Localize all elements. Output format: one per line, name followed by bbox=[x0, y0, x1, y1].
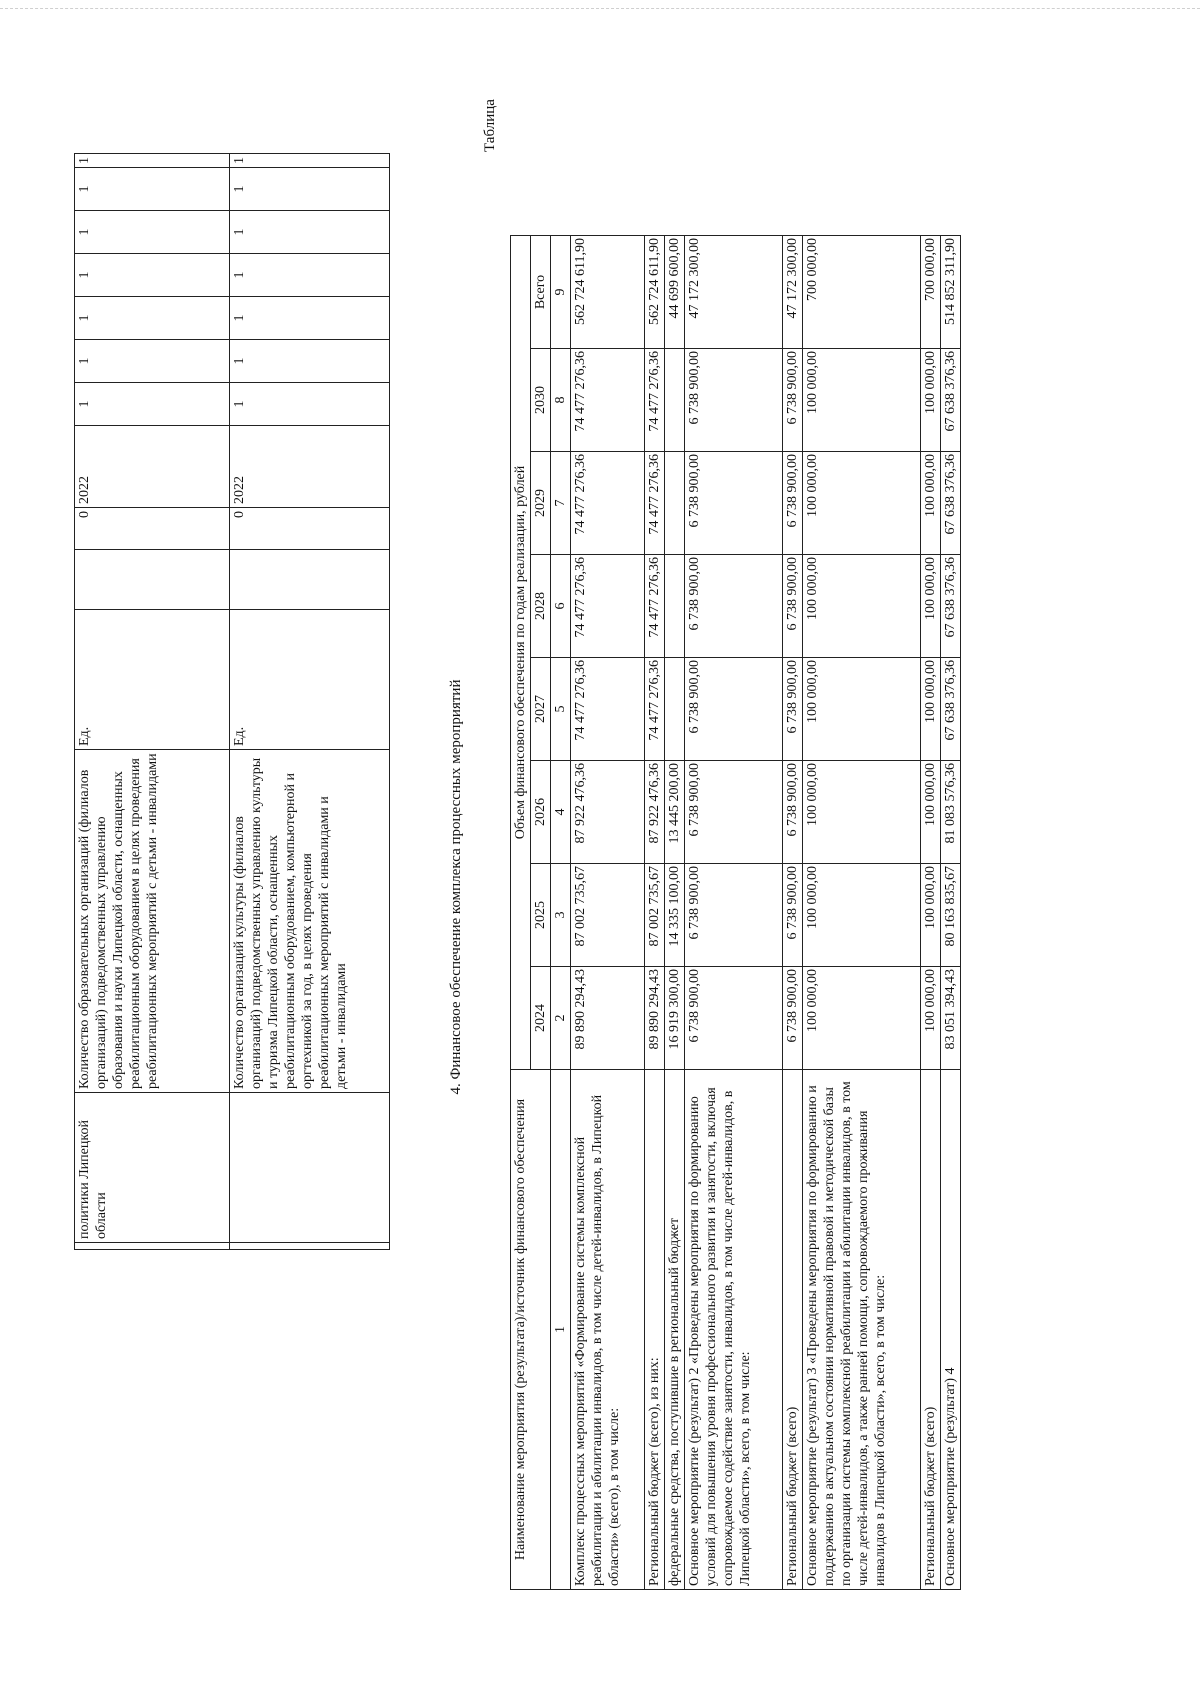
target-value-cell: 1 bbox=[75, 154, 230, 168]
target-value-cell: 1 bbox=[75, 297, 230, 340]
year-header: 2027 bbox=[531, 658, 551, 761]
column-number: 7 bbox=[551, 452, 571, 555]
amount-cell: 6 738 900,00 bbox=[783, 349, 803, 452]
target-value-cell: 1 bbox=[75, 211, 230, 254]
target-value-cell: 1 bbox=[230, 340, 390, 383]
target-value-cell: 1 bbox=[230, 168, 390, 211]
column-number: 9 bbox=[551, 236, 571, 349]
row-name-cell: Региональный бюджет (всего) bbox=[921, 1070, 941, 1590]
row-name-cell: Основное мероприятие (результат) 2 «Проведены мероприятия по формированию условий для повышения уровня профессионального развития и занятости, включая сопровождаемое содействие занятости, инвалидов, в том числе детей-инвалидов, в Липецкой области», всего, в том числе: bbox=[685, 1070, 783, 1590]
amount-cell: 74 477 276,36 bbox=[645, 452, 665, 555]
target-value-cell: 1 bbox=[75, 340, 230, 383]
amount-cell: 83 051 394,43 bbox=[941, 967, 961, 1070]
amount-cell: 100 000,00 bbox=[803, 349, 921, 452]
amount-cell: 100 000,00 bbox=[921, 864, 941, 967]
amount-cell: 6 738 900,00 bbox=[685, 761, 783, 864]
indicator-row bbox=[230, 154, 390, 1250]
amount-cell: 6 738 900,00 bbox=[783, 864, 803, 967]
header-group: Объем финансового обеспечения по годам реализации, рублей bbox=[511, 236, 531, 1070]
row-name-cell: Основное мероприятие (результат) 3 «Проведены мероприятия по формированию и поддержанию в актуальном состоянии нормативной правовой и методической базы по организации системы комплексной реабилитации и абилитации инвалидов, в том числе детей-инвалидов, а также ранней помощи, сопровождаемого проживания инвалидов в Липецкой области», всего, в том числе: bbox=[803, 1070, 921, 1590]
financing-row bbox=[921, 236, 941, 1590]
target-value-cell: 1 bbox=[75, 168, 230, 211]
unit-cell: Ед. bbox=[230, 610, 390, 750]
financing-row bbox=[645, 236, 665, 1590]
amount-cell: 562 724 611,90 bbox=[645, 236, 665, 349]
amount-cell: 6 738 900,00 bbox=[685, 967, 783, 1070]
row-name-cell: Региональный бюджет (всего), из них: bbox=[645, 1070, 665, 1590]
financing-row bbox=[803, 236, 921, 1590]
header-name: Наименование мероприятия (результата)/источник финансового обеспечения bbox=[511, 1070, 551, 1590]
amount-cell: 100 000,00 bbox=[803, 761, 921, 864]
row-name-cell: федеральные средства, поступившие в региональный бюджет bbox=[665, 1070, 685, 1590]
amount-cell: 700 000,00 bbox=[921, 236, 941, 349]
amount-cell: 81 083 576,36 bbox=[941, 761, 961, 864]
amount-cell: 74 477 276,36 bbox=[645, 658, 665, 761]
column-numbers-row bbox=[551, 236, 571, 1590]
target-value-cell: 1 bbox=[75, 383, 230, 426]
amount-cell: 514 852 311,90 bbox=[941, 236, 961, 349]
unit-cell: Ед. bbox=[75, 610, 230, 750]
year-header: 2025 bbox=[531, 864, 551, 967]
amount-cell: 87 922 476,36 bbox=[571, 761, 645, 864]
amount-cell: 14 335 100,00 bbox=[665, 864, 685, 967]
amount-cell: 100 000,00 bbox=[921, 761, 941, 864]
amount-cell bbox=[665, 452, 685, 555]
amount-cell: 16 919 300,00 bbox=[665, 967, 685, 1070]
amount-cell bbox=[665, 555, 685, 658]
amount-cell: 47 172 300,00 bbox=[685, 236, 783, 349]
target-value-cell: 1 bbox=[230, 211, 390, 254]
amount-cell: 74 477 276,36 bbox=[571, 555, 645, 658]
target-value-cell: 1 bbox=[230, 154, 390, 168]
amount-cell: 100 000,00 bbox=[921, 658, 941, 761]
amount-cell: 6 738 900,00 bbox=[783, 452, 803, 555]
financing-row bbox=[685, 236, 783, 1590]
amount-cell: 6 738 900,00 bbox=[685, 555, 783, 658]
amount-cell: 100 000,00 bbox=[803, 864, 921, 967]
target-value-cell: 1 bbox=[75, 254, 230, 297]
year-header: 2026 bbox=[531, 761, 551, 864]
year-header: 2030 bbox=[531, 349, 551, 452]
responsible-cell: политики Липецкой области bbox=[75, 1093, 230, 1243]
amount-cell: 74 477 276,36 bbox=[571, 349, 645, 452]
responsible-cell bbox=[230, 1093, 390, 1243]
amount-cell: 67 638 376,36 bbox=[941, 452, 961, 555]
indicator-name-cell: Количество образовательных организаций (филиалов организаций) подведомственных управлению образования и науки Липецкой области, оснащенных реабилитационным оборудованием в целях проведения реабилитационных мероприятий с детьми - инвалидами bbox=[75, 750, 230, 1093]
amount-cell bbox=[665, 658, 685, 761]
amount-cell bbox=[665, 349, 685, 452]
amount-cell: 6 738 900,00 bbox=[783, 967, 803, 1070]
amount-cell: 67 638 376,36 bbox=[941, 555, 961, 658]
amount-cell: 89 890 294,43 bbox=[571, 967, 645, 1070]
amount-cell: 100 000,00 bbox=[921, 349, 941, 452]
column-number: 6 bbox=[551, 555, 571, 658]
table-label: Таблица bbox=[482, 99, 498, 152]
column-number: 4 bbox=[551, 761, 571, 864]
empty-cell bbox=[230, 550, 390, 610]
column-number: 3 bbox=[551, 864, 571, 967]
amount-cell: 74 477 276,36 bbox=[571, 658, 645, 761]
financing-row bbox=[571, 236, 645, 1590]
amount-cell: 89 890 294,43 bbox=[645, 967, 665, 1070]
amount-cell: 80 163 835,67 bbox=[941, 864, 961, 967]
financing-table bbox=[510, 235, 961, 1590]
amount-cell: 100 000,00 bbox=[921, 452, 941, 555]
amount-cell: 74 477 276,36 bbox=[645, 555, 665, 658]
base-year-cell: 2022 bbox=[75, 426, 230, 508]
amount-cell: 6 738 900,00 bbox=[783, 761, 803, 864]
amount-cell: 6 738 900,00 bbox=[783, 555, 803, 658]
amount-cell: 100 000,00 bbox=[921, 555, 941, 658]
amount-cell: 67 638 376,36 bbox=[941, 658, 961, 761]
amount-cell: 74 477 276,36 bbox=[645, 349, 665, 452]
base-value-cell: 0 bbox=[75, 508, 230, 550]
row-name-cell: Комплекс процессных мероприятий «Формирование системы комплексной реабилитации и абилитации инвалидов, в том числе детей-инвалидов, в Липецкой области» (всего), в том числе: bbox=[571, 1070, 645, 1590]
amount-cell: 100 000,00 bbox=[803, 658, 921, 761]
indicator-name-cell: Количество организаций культуры (филиалов организаций) подведомственных управлению культуры и туризма Липецкой области, оснащенных реабилитационным оборудованием, компьютерной и оргтехникой за год, в целях проведения реабилитационных мероприятий с инвалидами и детьми - инвалидами bbox=[230, 750, 390, 1093]
amount-cell: 6 738 900,00 bbox=[685, 452, 783, 555]
target-value-cell: 1 bbox=[230, 297, 390, 340]
year-header: 2024 bbox=[531, 967, 551, 1070]
column-number: 1 bbox=[551, 1070, 571, 1590]
target-value-cell: 1 bbox=[230, 254, 390, 297]
amount-cell: 562 724 611,90 bbox=[571, 236, 645, 349]
amount-cell: 87 922 476,36 bbox=[645, 761, 665, 864]
amount-cell: 6 738 900,00 bbox=[685, 658, 783, 761]
section-title: 4. Финансовое обеспечение комплекса процессных мероприятий bbox=[448, 679, 464, 1095]
col-a-cell bbox=[230, 1243, 390, 1250]
base-year-cell: 2022 bbox=[230, 426, 390, 508]
amount-cell: 100 000,00 bbox=[803, 555, 921, 658]
year-header: 2029 bbox=[531, 452, 551, 555]
indicators-table bbox=[74, 153, 390, 1250]
amount-cell: 44 699 600,00 bbox=[665, 236, 685, 349]
row-name-cell: Основное мероприятие (результат) 4 bbox=[941, 1070, 961, 1590]
amount-cell: 13 445 200,00 bbox=[665, 761, 685, 864]
row-name-cell: Региональный бюджет (всего) bbox=[783, 1070, 803, 1590]
financing-table-body bbox=[571, 236, 961, 1590]
year-header: 2028 bbox=[531, 555, 551, 658]
indicators-table-body bbox=[75, 154, 390, 1250]
amount-cell: 6 738 900,00 bbox=[783, 658, 803, 761]
column-number: 8 bbox=[551, 349, 571, 452]
amount-cell: 6 738 900,00 bbox=[685, 864, 783, 967]
financing-row bbox=[783, 236, 803, 1590]
col-a-cell bbox=[75, 1243, 230, 1250]
amount-cell: 87 002 735,67 bbox=[571, 864, 645, 967]
amount-cell: 100 000,00 bbox=[803, 967, 921, 1070]
column-number: 5 bbox=[551, 658, 571, 761]
year-header: Всего bbox=[531, 236, 551, 349]
amount-cell: 74 477 276,36 bbox=[571, 452, 645, 555]
financing-row bbox=[941, 236, 961, 1590]
column-number: 2 bbox=[551, 967, 571, 1070]
amount-cell: 87 002 735,67 bbox=[645, 864, 665, 967]
target-value-cell: 1 bbox=[230, 383, 390, 426]
amount-cell: 6 738 900,00 bbox=[685, 349, 783, 452]
amount-cell: 700 000,00 bbox=[803, 236, 921, 349]
indicator-row bbox=[75, 154, 230, 1250]
base-value-cell: 0 bbox=[230, 508, 390, 550]
financing-row bbox=[665, 236, 685, 1590]
amount-cell: 100 000,00 bbox=[921, 967, 941, 1070]
amount-cell: 67 638 376,36 bbox=[941, 349, 961, 452]
empty-cell bbox=[75, 550, 230, 610]
amount-cell: 100 000,00 bbox=[803, 452, 921, 555]
amount-cell: 47 172 300,00 bbox=[783, 236, 803, 349]
